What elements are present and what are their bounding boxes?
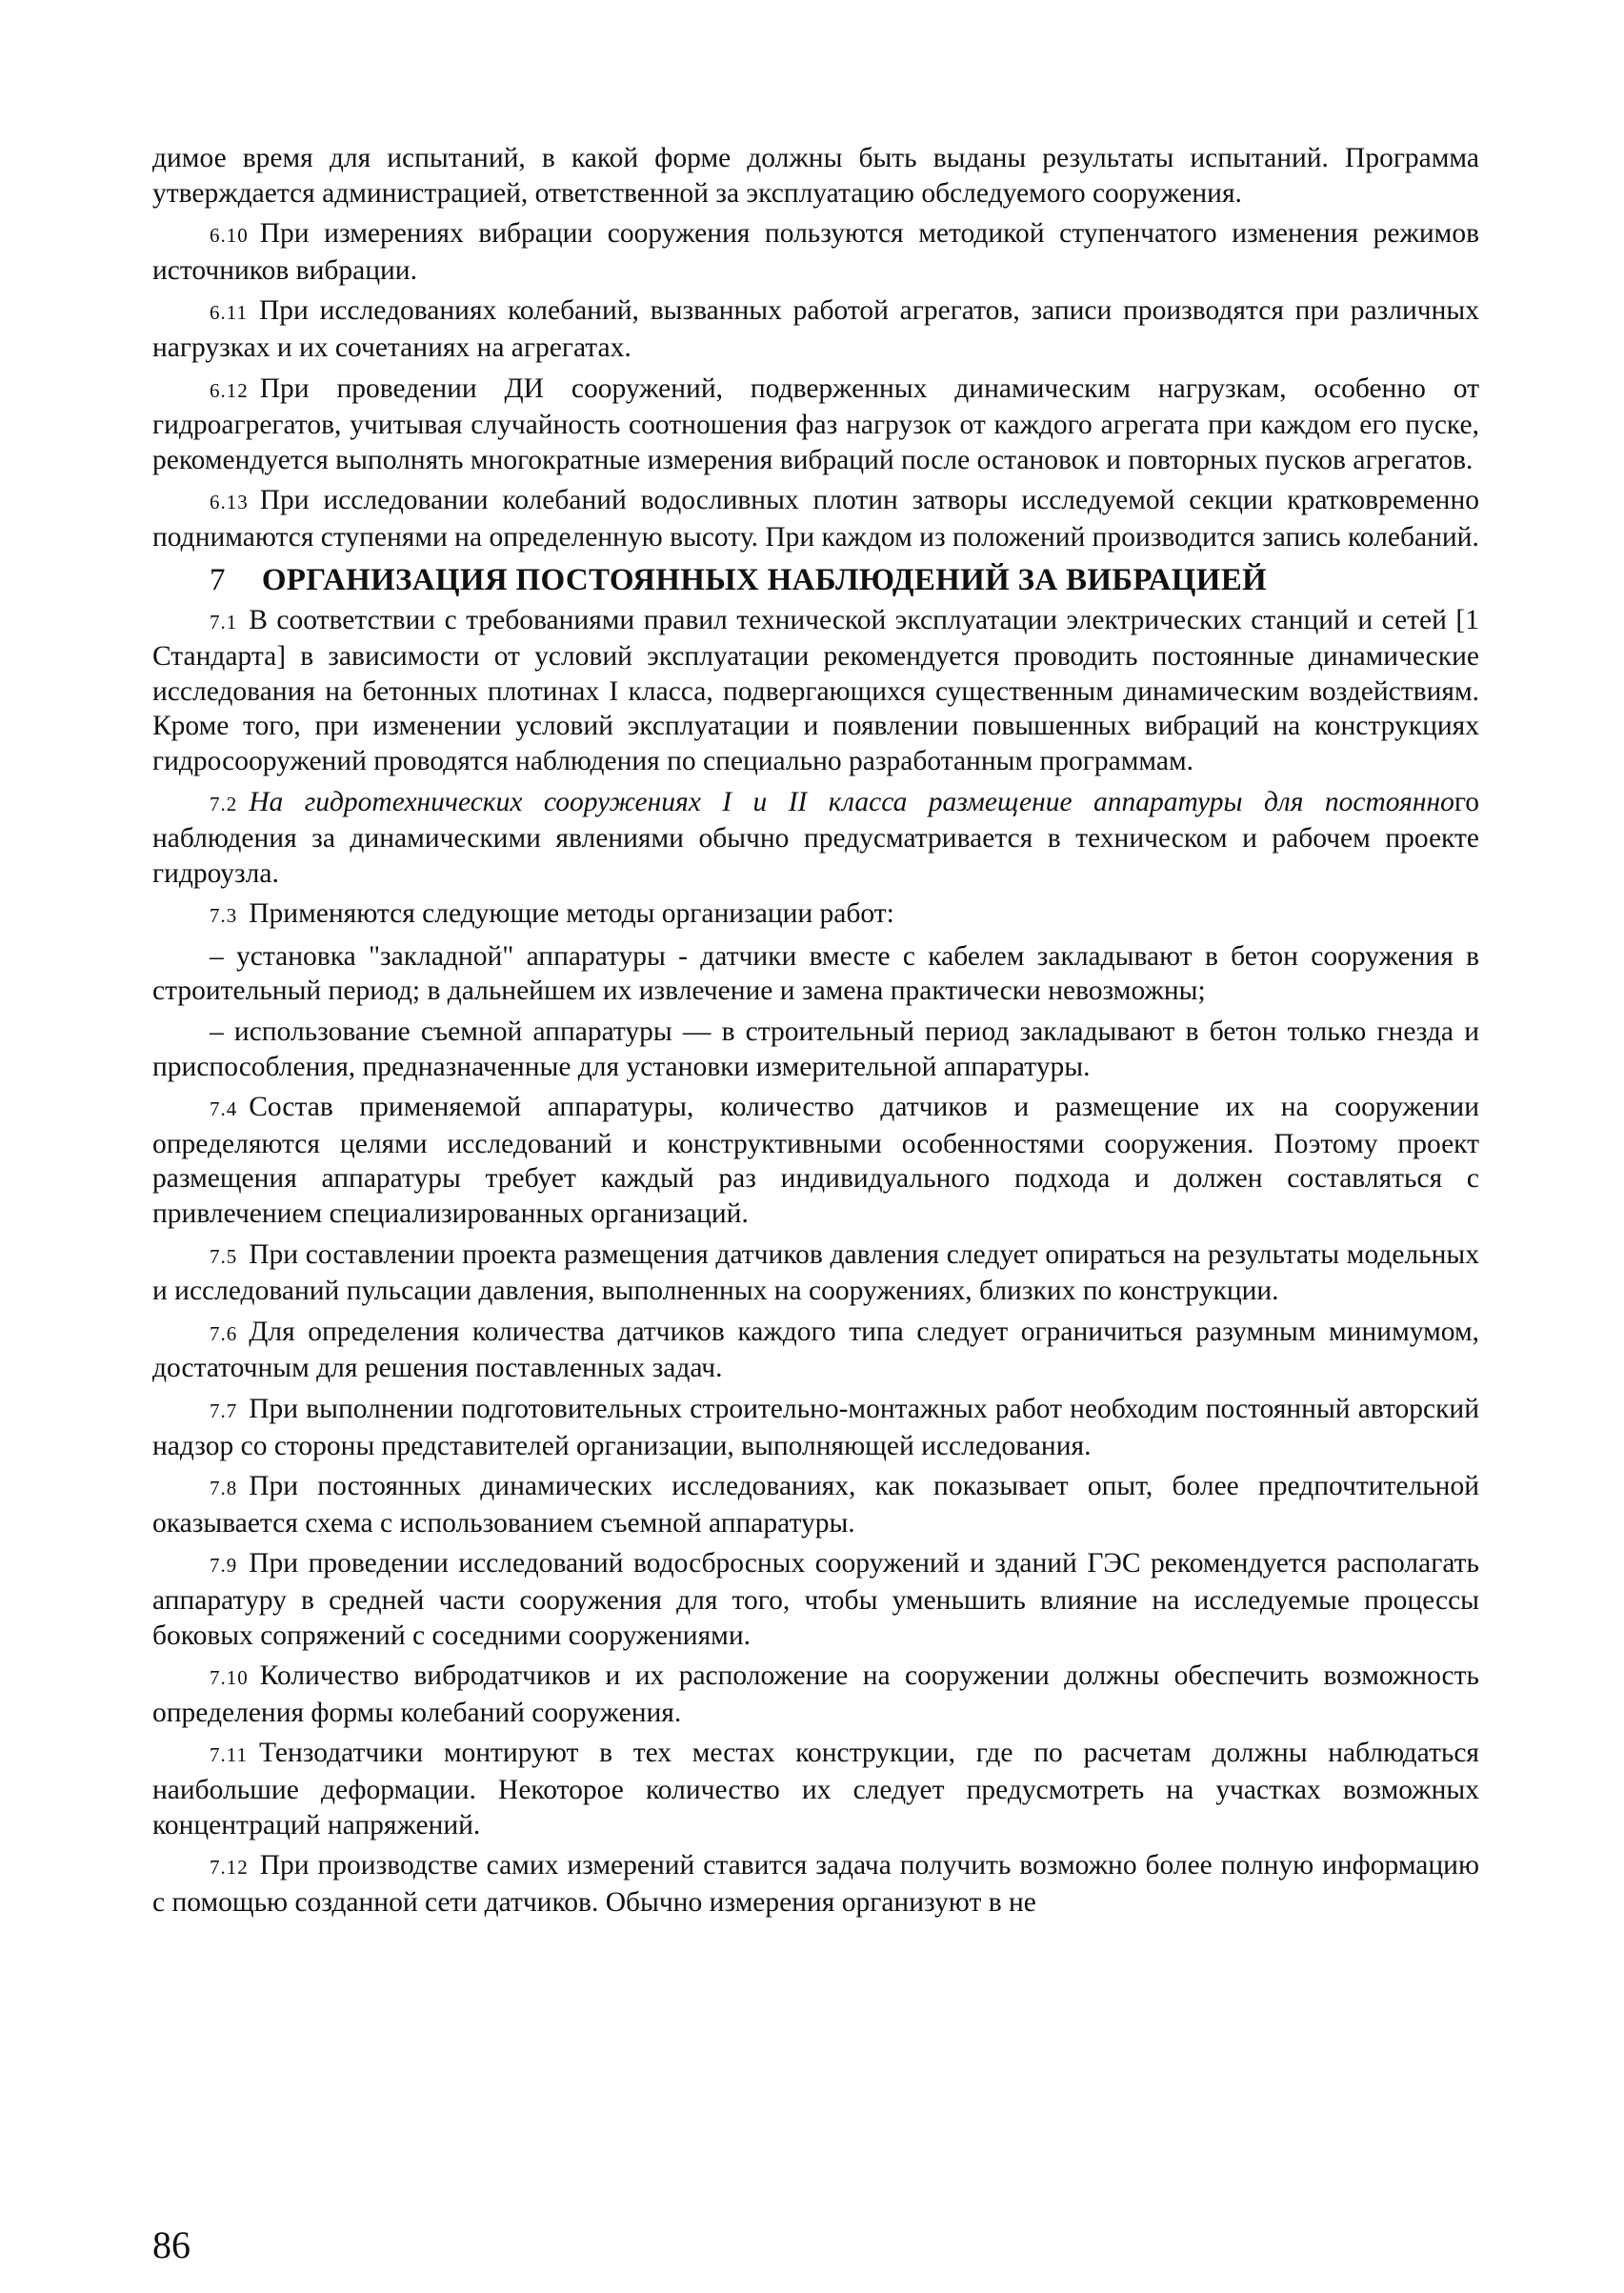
clause-number: 7.2: [210, 792, 238, 815]
clause-number: 7.3: [210, 904, 238, 928]
section-heading: [152, 561, 1479, 599]
section-number: 7: [210, 562, 226, 597]
clause-number: 7.9: [210, 1554, 238, 1578]
clause-number: 7.7: [210, 1399, 238, 1422]
clause-number: 7.10: [210, 1666, 249, 1690]
paragraph-text: В соответствии с требованиями правил технической эксплуатации электрических станций и сетей [1 Стандарта] в зависимости от условий эксплуатации рекомендуется проводить постоянные динамические исследования на бетонных плотинах I класса, подвергающихся существенным динамическим воздействиям. Кроме того, при изменении условий эксплуатации и появлении повышенных вибраций на конструкциях гидросооружений проводятся наблюдения по специально разработанным программам.: [152, 604, 1479, 776]
list-item: [152, 1015, 1479, 1084]
paragraph-text: Состав применяемой аппаратуры, количество датчиков и размещение их на сооружении определяются целями исследований и конструктивными особенностями сооружения. Поэтому проект размещения аппаратуры требует каждый раз индивидуального подхода и должен составляться с привлечением специализированных организаций.: [152, 1092, 1479, 1230]
paragraph-7-9: [152, 1546, 1479, 1653]
paragraph-7-2: [152, 785, 1479, 892]
paragraph-text: При постоянных динамических исследованиях, как показывает опыт, более предпочтительной оказывается схема с использованием съемной аппаратуры.: [152, 1471, 1479, 1539]
paragraph-7-1: [152, 603, 1479, 779]
paragraph-text: го наблюдения за динамическими явлениями обычно предусматривается в техническом и рабочем проекте гидроузла.: [152, 786, 1479, 889]
paragraph-7-6: [152, 1315, 1479, 1386]
clause-number: 7.8: [210, 1477, 238, 1500]
paragraph-6-11: [152, 293, 1479, 365]
paragraph-text: При проведении ДИ сооружений, подверженных динамическим нагрузкам, особенно от гидроагрегатов, учитывая случайность соотношения фаз нагрузок от каждого агрегата при каждом его пуске, рекомендуется выполнять многократные измерения вибраций после остановок и повторных пусков агрегатов.: [152, 372, 1479, 475]
paragraph-text: Для определения количества датчиков каждого типа следует ограничиться разумным минимумом, достаточным для решения поставленных задач.: [152, 1316, 1479, 1384]
paragraph-text: При измерениях вибрации сооружения пользуются методикой ступенчатого изменения режимов источников вибрации.: [152, 218, 1479, 286]
clause-number: 6.12: [210, 378, 249, 402]
paragraph-text: При выполнении подготовительных строительно-монтажных работ необходим постоянный авторский надзор со стороны представителей организации, выполняющей исследования.: [152, 1394, 1479, 1461]
clause-number: 7.11: [210, 1743, 248, 1767]
paragraph-text: Тензодатчики монтируют в тех местах конструкции, где по расчетам должны наблюдаться наибольшие деформации. Некоторое количество их следует предусмотреть на участках возможных концентраций напряжений.: [152, 1738, 1479, 1840]
paragraph-7-12: [152, 1848, 1479, 1920]
paragraph-6-10: [152, 216, 1479, 288]
paragraph-6-13: [152, 483, 1479, 554]
paragraph-7-8: [152, 1469, 1479, 1540]
paragraph-7-3: [152, 896, 1479, 934]
clause-number: 7.12: [210, 1856, 249, 1880]
clause-number: 6.13: [210, 491, 249, 514]
paragraph-text: При проведении исследований водосбросных сооружений и зданий ГЭС рекомендуется располагать аппаратуру в средней части сооружения для того, чтобы уменьшить влияние на исследуемые процессы боковых сопряжений с соседними сооружениями.: [152, 1548, 1479, 1651]
clause-number: 7.4: [210, 1097, 238, 1121]
paragraph-6-12: [152, 372, 1479, 478]
clause-number: 6.11: [210, 301, 248, 325]
document-body: [152, 141, 1479, 1925]
clause-number: 7.5: [210, 1244, 238, 1268]
paragraph-text: При исследованиях колебаний, вызванных работой агрегатов, записи производятся при различных нагрузках и их сочетаниях на агрегатах.: [152, 295, 1479, 363]
paragraph-text: – установка "закладной" аппаратуры - датчики вместе с кабелем закладывают в бетон сооружения в строительный период; в дальнейшем их извлечение и замена практически невозможны;: [152, 940, 1479, 1007]
paragraph-text: При производстве самих измерений ставится задача получить возможно более полную информацию с помощью созданной сети датчиков. Обычно измерения организуют в не: [152, 1850, 1479, 1918]
paragraph-7-4: [152, 1090, 1479, 1231]
paragraph-text: Количество вибродатчиков и их расположение на сооружении должны обеспечить возможность определения формы колебаний сооружения.: [152, 1660, 1479, 1728]
clause-number: 7.6: [210, 1321, 238, 1345]
paragraph-7-5: [152, 1237, 1479, 1309]
paragraph-7-10: [152, 1659, 1479, 1730]
list-item: [152, 939, 1479, 1009]
section-title: ОРГАНИЗАЦИЯ ПОСТОЯННЫХ НАБЛЮДЕНИЙ ЗА ВИБРАЦИЕЙ: [261, 562, 1268, 597]
paragraph-text: При составлении проекта размещения датчиков давления следует опираться на результаты модельных и исследований пульсации давления, выполненных на сооружениях, близких по конструкции.: [152, 1238, 1479, 1307]
paragraph-7-11: [152, 1736, 1479, 1842]
clause-number: 6.10: [210, 224, 249, 248]
paragraph-text: При исследовании колебаний водосливных плотин затворы исследуемой секции кратковременно поднимаются ступенями на определенную высоту. При каждом из положений производится запись колебаний.: [152, 485, 1479, 553]
paragraph-italic-text: На гидротехнических сооружениях I и II класса размещение аппаратуры для постоянно: [249, 786, 1454, 817]
paragraph-continuation: [152, 141, 1479, 211]
paragraph-7-7: [152, 1392, 1479, 1463]
clause-number: 7.1: [210, 610, 238, 634]
paragraph-text: димое время для испытаний, в какой форме должны быть выданы результаты испытаний. Программа утверждается администрацией, ответственной за эксплуатацию обследуемого сооружения.: [152, 143, 1479, 209]
paragraph-text: Применяются следующие методы организации работ:: [249, 898, 894, 930]
paragraph-text: – использование съемной аппаратуры — в строительный период закладывают в бетон только гнезда и приспособления, предназначенные для установки измерительной аппаратуры.: [152, 1016, 1479, 1082]
page-number: 86: [152, 2223, 190, 2266]
